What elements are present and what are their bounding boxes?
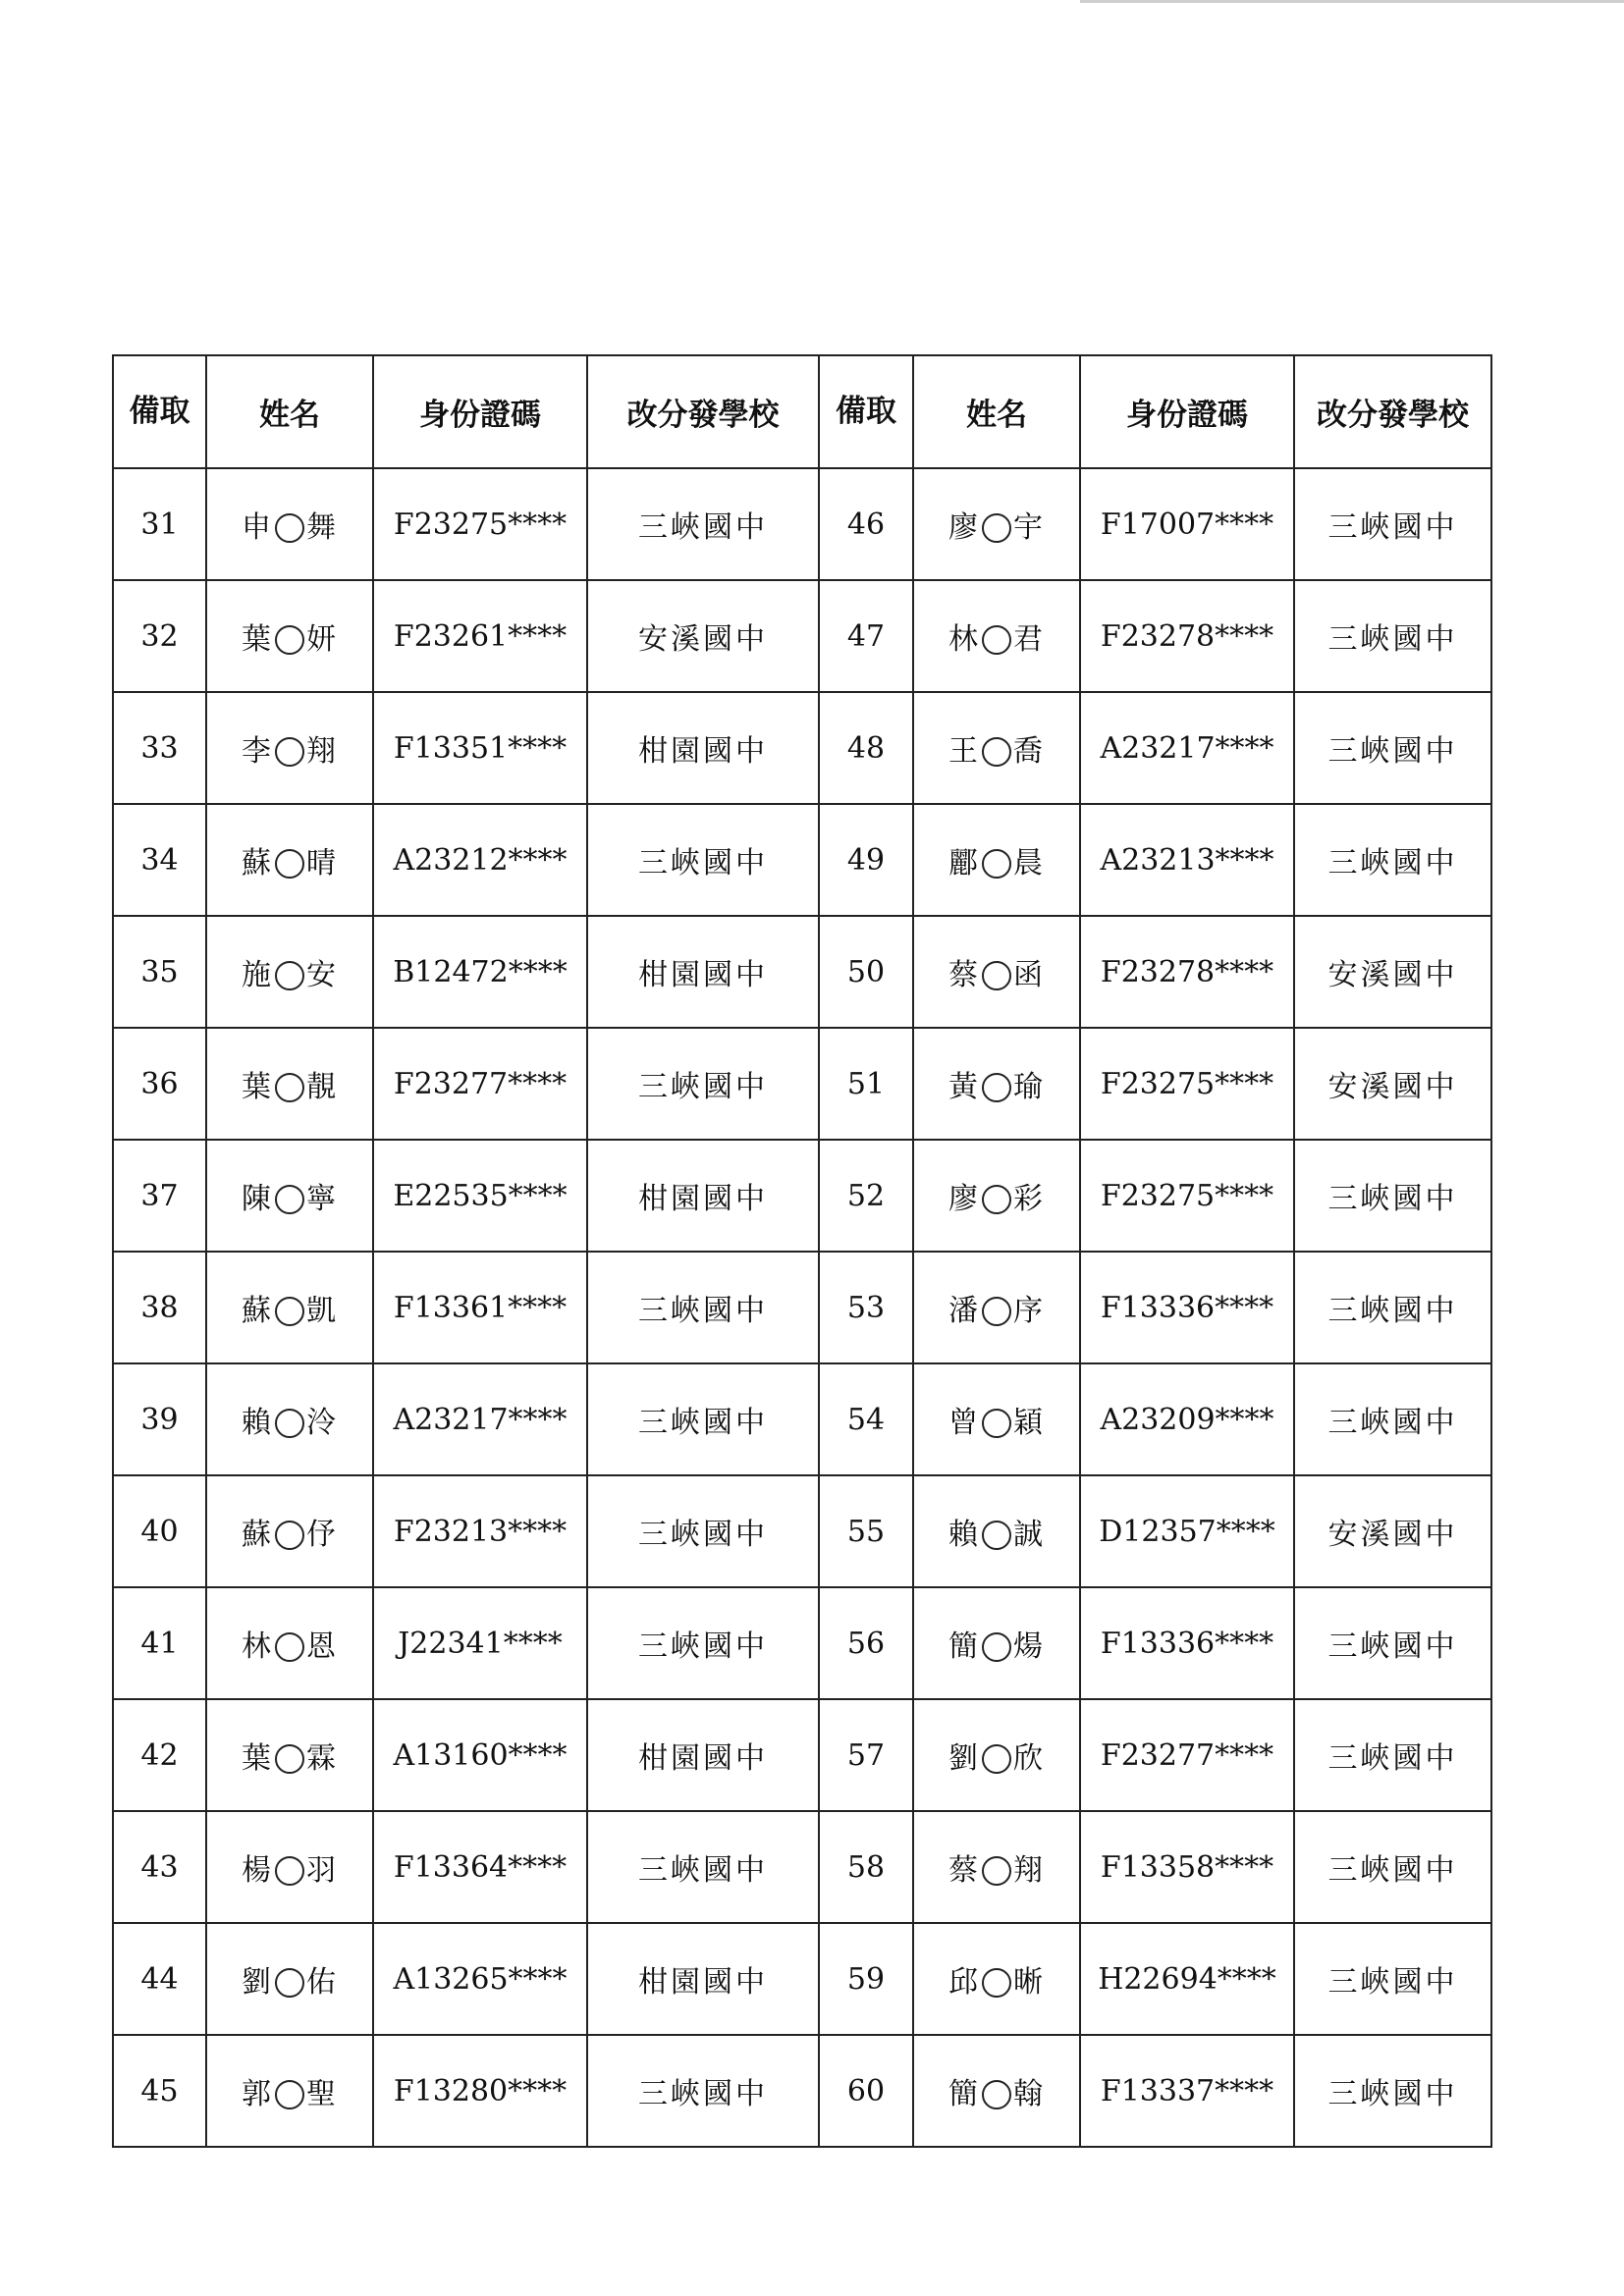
table-row (113, 1028, 1491, 1140)
school-left: 柑園國中 (587, 1140, 819, 1252)
given-char-left: 晴 (306, 846, 338, 881)
surname-right: 簡 (948, 2077, 980, 2111)
table-row (113, 692, 1491, 804)
given-char-left: 妍 (306, 622, 338, 657)
table-row (113, 1587, 1491, 1699)
name-left (206, 1923, 373, 2035)
name-right (913, 580, 1080, 692)
masked-char-circle (982, 1409, 1011, 1438)
name-right (913, 1363, 1080, 1475)
masked-char-circle (982, 1297, 1011, 1326)
id-code-right: A23209**** (1080, 1363, 1294, 1475)
masked-char-circle (275, 625, 304, 655)
school-left: 三峽國中 (587, 1363, 819, 1475)
header-id-right: 身份證碼 (1080, 355, 1294, 468)
surname-right: 林 (948, 622, 980, 657)
id-code-right: F13336**** (1080, 1252, 1294, 1363)
given-char-right: 喬 (1013, 734, 1045, 769)
name-right (913, 1475, 1080, 1587)
rank-right: 50 (819, 916, 913, 1028)
rank-left: 36 (113, 1028, 206, 1140)
id-code-right: F23275**** (1080, 1140, 1294, 1252)
id-code-left: F13280**** (373, 2035, 587, 2147)
masked-char-circle (982, 961, 1011, 990)
id-code-left: F23261**** (373, 580, 587, 692)
surname-left: 郭 (242, 2077, 273, 2111)
name-right (913, 1252, 1080, 1363)
given-char-left: 佑 (306, 1965, 338, 2000)
table-row (113, 1252, 1491, 1363)
header-rank-right: 備取 (819, 355, 913, 468)
name-right (913, 692, 1080, 804)
surname-left: 林 (242, 1629, 273, 1664)
rank-right: 52 (819, 1140, 913, 1252)
name-right (913, 1923, 1080, 2035)
name-left (206, 804, 373, 916)
scan-edge-line (1080, 0, 1624, 3)
masked-char-circle (982, 1521, 1011, 1550)
masked-char-circle (982, 1632, 1011, 1662)
given-char-right: 穎 (1013, 1406, 1045, 1440)
school-left: 三峽國中 (587, 1811, 819, 1923)
id-code-right: F13336**** (1080, 1587, 1294, 1699)
name-right (913, 1028, 1080, 1140)
masked-char-circle (982, 1856, 1011, 1886)
rank-right: 55 (819, 1475, 913, 1587)
name-left (206, 580, 373, 692)
school-right: 三峽國中 (1294, 1699, 1491, 1811)
school-left: 安溪國中 (587, 580, 819, 692)
given-char-right: 欣 (1013, 1741, 1045, 1776)
name-right (913, 2035, 1080, 2147)
id-code-right: F23278**** (1080, 916, 1294, 1028)
name-right (913, 1140, 1080, 1252)
surname-right: 王 (948, 734, 980, 769)
name-right (913, 1587, 1080, 1699)
given-char-right: 序 (1013, 1294, 1045, 1328)
name-left (206, 1699, 373, 1811)
name-left (206, 916, 373, 1028)
table-row (113, 916, 1491, 1028)
masked-char-circle (275, 1968, 304, 1998)
surname-left: 賴 (242, 1406, 273, 1440)
given-char-right: 翔 (1013, 1853, 1045, 1888)
given-char-left: 羽 (306, 1853, 338, 1888)
given-char-right: 君 (1013, 622, 1045, 657)
masked-char-circle (982, 1968, 1011, 1998)
school-right: 三峽國中 (1294, 2035, 1491, 2147)
masked-char-circle (275, 1856, 304, 1886)
name-left (206, 2035, 373, 2147)
school-left: 三峽國中 (587, 468, 819, 580)
name-left (206, 468, 373, 580)
masked-char-circle (982, 1073, 1011, 1102)
table-row (113, 468, 1491, 580)
school-left: 三峽國中 (587, 2035, 819, 2147)
masked-char-circle (982, 513, 1011, 543)
id-code-left: B12472**** (373, 916, 587, 1028)
given-char-right: 晰 (1013, 1965, 1045, 2000)
school-left: 柑園國中 (587, 1699, 819, 1811)
name-right (913, 468, 1080, 580)
given-char-left: 聖 (306, 2077, 338, 2111)
rank-left: 35 (113, 916, 206, 1028)
surname-left: 葉 (242, 622, 273, 657)
id-code-right: F23277**** (1080, 1699, 1294, 1811)
table-row (113, 804, 1491, 916)
given-char-right: 誠 (1013, 1518, 1045, 1552)
rank-right: 60 (819, 2035, 913, 2147)
rank-right: 56 (819, 1587, 913, 1699)
surname-right: 簡 (948, 1629, 980, 1664)
given-char-right: 翰 (1013, 2077, 1045, 2111)
surname-left: 楊 (242, 1853, 273, 1888)
given-char-left: 舞 (306, 510, 338, 545)
id-code-left: A13265**** (373, 1923, 587, 2035)
surname-right: 廖 (948, 1182, 980, 1216)
masked-char-circle (275, 1185, 304, 1214)
table-row (113, 1140, 1491, 1252)
given-char-left: 安 (306, 958, 338, 992)
id-code-left: F23213**** (373, 1475, 587, 1587)
rank-right: 49 (819, 804, 913, 916)
school-left: 柑園國中 (587, 916, 819, 1028)
masked-char-circle (982, 2080, 1011, 2109)
school-right: 三峽國中 (1294, 1587, 1491, 1699)
given-char-right: 宇 (1013, 510, 1045, 545)
name-left (206, 1028, 373, 1140)
surname-right: 劉 (948, 1741, 980, 1776)
rank-right: 51 (819, 1028, 913, 1140)
masked-char-circle (275, 2080, 304, 2109)
id-code-right: F17007**** (1080, 468, 1294, 580)
name-left (206, 692, 373, 804)
name-right (913, 916, 1080, 1028)
surname-left: 陳 (242, 1182, 273, 1216)
surname-right: 潘 (948, 1294, 980, 1328)
school-right: 安溪國中 (1294, 1475, 1491, 1587)
id-code-right: H22694**** (1080, 1923, 1294, 2035)
given-char-left: 翔 (306, 734, 338, 769)
masked-char-circle (275, 849, 304, 879)
given-char-right: 函 (1013, 958, 1045, 992)
waitlist-table (112, 354, 1492, 2148)
school-right: 安溪國中 (1294, 1028, 1491, 1140)
id-code-right: F13358**** (1080, 1811, 1294, 1923)
school-left: 柑園國中 (587, 1923, 819, 2035)
school-right: 三峽國中 (1294, 1140, 1491, 1252)
id-code-right: A23217**** (1080, 692, 1294, 804)
id-code-right: D12357**** (1080, 1475, 1294, 1587)
surname-left: 葉 (242, 1741, 273, 1776)
surname-right: 廖 (948, 510, 980, 545)
masked-char-circle (275, 1632, 304, 1662)
id-code-right: F23278**** (1080, 580, 1294, 692)
rank-left: 33 (113, 692, 206, 804)
given-char-left: 伃 (306, 1518, 338, 1552)
name-right (913, 804, 1080, 916)
surname-right: 曾 (948, 1406, 980, 1440)
surname-left: 李 (242, 734, 273, 769)
rank-left: 41 (113, 1587, 206, 1699)
rank-right: 46 (819, 468, 913, 580)
id-code-left: F13364**** (373, 1811, 587, 1923)
id-code-left: A13160**** (373, 1699, 587, 1811)
header-school-right: 改分發學校 (1294, 355, 1491, 468)
masked-char-circle (275, 1297, 304, 1326)
school-right: 三峽國中 (1294, 1923, 1491, 2035)
given-char-left: 霖 (306, 1741, 338, 1776)
name-left (206, 1140, 373, 1252)
surname-right: 邱 (948, 1965, 980, 2000)
surname-right: 蔡 (948, 1853, 980, 1888)
table-row (113, 1475, 1491, 1587)
given-char-right: 晨 (1013, 846, 1045, 881)
name-right (913, 1699, 1080, 1811)
school-left: 柑園國中 (587, 692, 819, 804)
rank-left: 42 (113, 1699, 206, 1811)
masked-char-circle (275, 1521, 304, 1550)
school-left: 三峽國中 (587, 1587, 819, 1699)
rank-left: 45 (113, 2035, 206, 2147)
rank-left: 38 (113, 1252, 206, 1363)
table-row (113, 1923, 1491, 2035)
school-left: 三峽國中 (587, 1028, 819, 1140)
masked-char-circle (275, 513, 304, 543)
masked-char-circle (982, 1744, 1011, 1774)
school-right: 三峽國中 (1294, 1811, 1491, 1923)
surname-left: 蘇 (242, 1294, 273, 1328)
school-right: 三峽國中 (1294, 468, 1491, 580)
given-char-right: 瑜 (1013, 1070, 1045, 1104)
table-body (113, 468, 1491, 2147)
table-row (113, 1699, 1491, 1811)
table-row (113, 1363, 1491, 1475)
masked-char-circle (982, 849, 1011, 879)
given-char-right: 彩 (1013, 1182, 1045, 1216)
given-char-left: 泠 (306, 1406, 338, 1440)
id-code-right: F13337**** (1080, 2035, 1294, 2147)
rank-left: 31 (113, 468, 206, 580)
rank-right: 59 (819, 1923, 913, 2035)
rank-left: 39 (113, 1363, 206, 1475)
id-code-left: A23217**** (373, 1363, 587, 1475)
id-code-left: E22535**** (373, 1140, 587, 1252)
rank-left: 40 (113, 1475, 206, 1587)
surname-left: 施 (242, 958, 273, 992)
school-left: 三峽國中 (587, 1475, 819, 1587)
given-char-left: 凱 (306, 1294, 338, 1328)
header-rank-left: 備取 (113, 355, 206, 468)
given-char-left: 恩 (306, 1629, 338, 1664)
rank-right: 48 (819, 692, 913, 804)
masked-char-circle (275, 737, 304, 767)
school-right: 三峽國中 (1294, 1252, 1491, 1363)
masked-char-circle (275, 1744, 304, 1774)
masked-char-circle (982, 737, 1011, 767)
id-code-left: F23275**** (373, 468, 587, 580)
surname-left: 蘇 (242, 1518, 273, 1552)
id-code-right: A23213**** (1080, 804, 1294, 916)
name-right (913, 1811, 1080, 1923)
school-right: 三峽國中 (1294, 580, 1491, 692)
id-code-right: F23275**** (1080, 1028, 1294, 1140)
masked-char-circle (275, 1409, 304, 1438)
surname-right: 蔡 (948, 958, 980, 992)
masked-char-circle (982, 1185, 1011, 1214)
surname-right: 酈 (948, 846, 980, 881)
header-id-left: 身份證碼 (373, 355, 587, 468)
school-right: 三峽國中 (1294, 1363, 1491, 1475)
school-right: 安溪國中 (1294, 916, 1491, 1028)
school-left: 三峽國中 (587, 804, 819, 916)
masked-char-circle (275, 961, 304, 990)
name-left (206, 1475, 373, 1587)
rank-left: 37 (113, 1140, 206, 1252)
id-code-left: F13351**** (373, 692, 587, 804)
masked-char-circle (982, 625, 1011, 655)
id-code-left: F13361**** (373, 1252, 587, 1363)
name-left (206, 1587, 373, 1699)
header-row (113, 355, 1491, 468)
rank-right: 53 (819, 1252, 913, 1363)
school-right: 三峽國中 (1294, 804, 1491, 916)
surname-left: 葉 (242, 1070, 273, 1104)
school-left: 三峽國中 (587, 1252, 819, 1363)
header-name-right: 姓名 (913, 355, 1080, 468)
table-row (113, 1811, 1491, 1923)
rank-right: 47 (819, 580, 913, 692)
id-code-left: A23212**** (373, 804, 587, 916)
rank-left: 32 (113, 580, 206, 692)
given-char-left: 靚 (306, 1070, 338, 1104)
id-code-left: J22341**** (373, 1587, 587, 1699)
given-char-right: 煬 (1013, 1629, 1045, 1664)
table-row (113, 2035, 1491, 2147)
header-school-left: 改分發學校 (587, 355, 819, 468)
name-left (206, 1811, 373, 1923)
table-row (113, 580, 1491, 692)
given-char-left: 寧 (306, 1182, 338, 1216)
id-code-left: F23277**** (373, 1028, 587, 1140)
name-left (206, 1363, 373, 1475)
school-right: 三峽國中 (1294, 692, 1491, 804)
surname-right: 黃 (948, 1070, 980, 1104)
rank-left: 43 (113, 1811, 206, 1923)
surname-left: 劉 (242, 1965, 273, 2000)
rank-right: 54 (819, 1363, 913, 1475)
surname-left: 申 (242, 510, 273, 545)
header-name-left: 姓名 (206, 355, 373, 468)
rank-right: 57 (819, 1699, 913, 1811)
name-left (206, 1252, 373, 1363)
rank-left: 34 (113, 804, 206, 916)
surname-left: 蘇 (242, 846, 273, 881)
masked-char-circle (275, 1073, 304, 1102)
surname-right: 賴 (948, 1518, 980, 1552)
rank-left: 44 (113, 1923, 206, 2035)
rank-right: 58 (819, 1811, 913, 1923)
